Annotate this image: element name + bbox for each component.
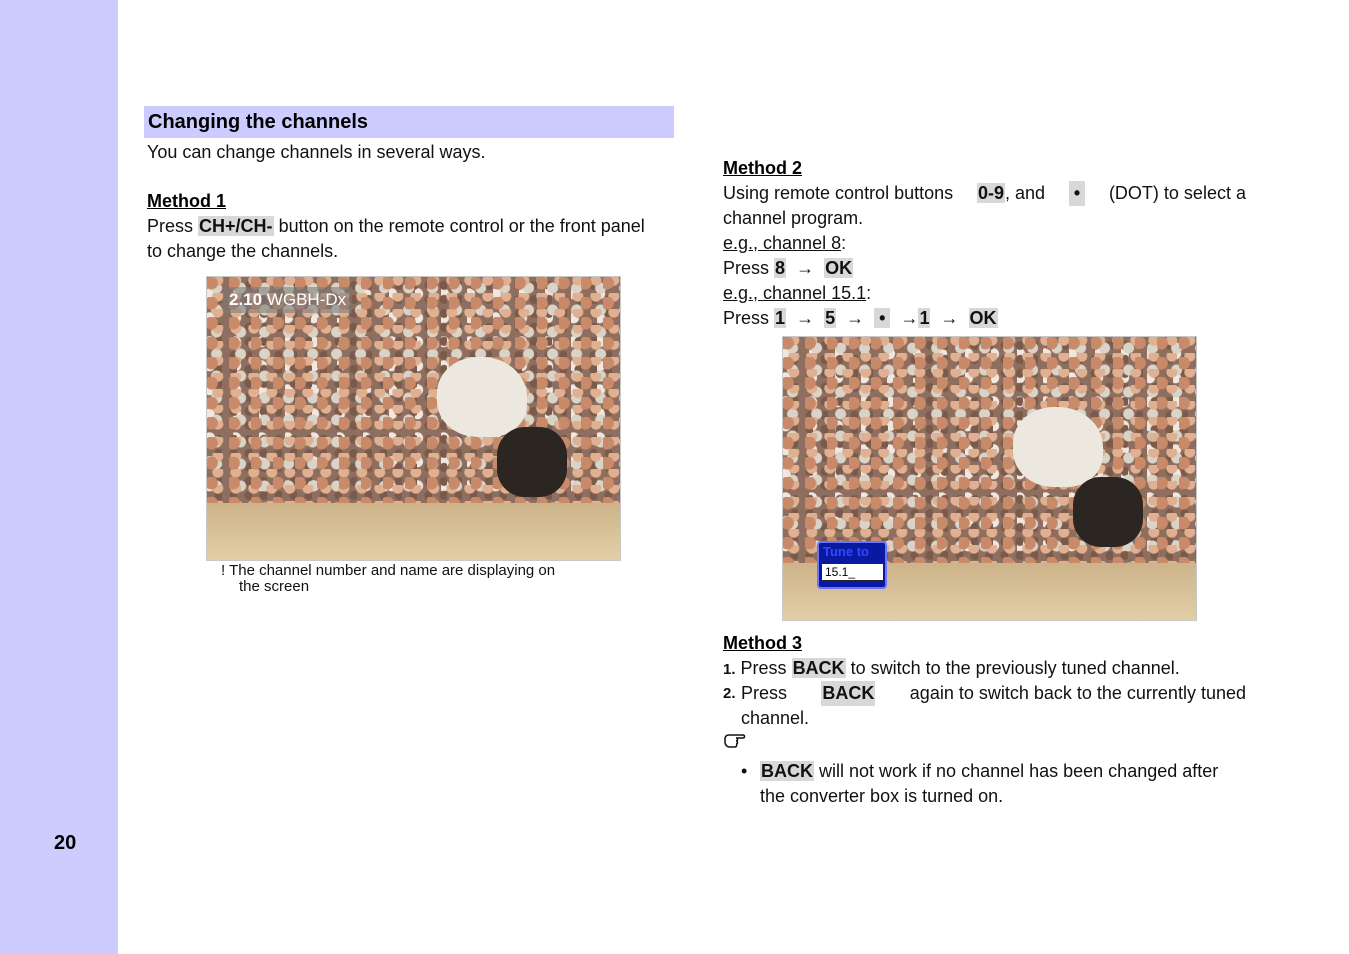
key-dot: • (1069, 181, 1085, 206)
item2-number: 2. (723, 685, 736, 702)
sidebar (0, 0, 118, 954)
tune-to-label: Tune to (823, 544, 869, 559)
seq1-press: Press (723, 258, 770, 278)
note-line1 (760, 759, 1246, 784)
method1-line1 (147, 214, 671, 239)
method1-heading: Method 1 (147, 191, 226, 211)
pointing-hand-icon (723, 728, 749, 752)
item1-number: 1. (723, 661, 736, 678)
example2-label: e.g., channel 15.1 (723, 283, 867, 303)
key-back: BACK (761, 761, 813, 781)
key-back: BACK (792, 658, 845, 678)
method1-rest: button on the remote control or the front panel (278, 216, 645, 236)
arrow-icon: → (796, 308, 815, 328)
method3-item2-cont: channel. (741, 708, 810, 728)
arrow-icon: → (846, 308, 865, 328)
section-title: Changing the channels (148, 111, 369, 133)
sand-ground (207, 503, 620, 560)
arrow-icon: → (796, 258, 815, 278)
method1-line2: to change the channels. (147, 241, 339, 261)
m2-text-b: , and (1004, 183, 1045, 203)
method2-line1 (723, 181, 1246, 206)
method1-press: Press (147, 216, 194, 236)
page-number: 20 (54, 832, 77, 854)
item2-press: Press (741, 683, 788, 703)
channel-osd (223, 287, 352, 313)
example1-label: e.g., channel 8 (723, 233, 842, 253)
m2-text-c: (DOT) to select a (1108, 183, 1246, 203)
key-1: 1 (919, 308, 930, 328)
key-dot: • (874, 308, 890, 328)
key-1: 1 (775, 308, 786, 328)
note-rest: will not work if no channel has been changed after (819, 761, 1219, 781)
tune-to-input: 15.1_ (821, 563, 884, 581)
osd-channel-name: WGBH-Dx (266, 290, 347, 309)
arrow-icon: → (940, 308, 959, 328)
caption-line1: ! The channel number and name are displaying on (221, 562, 556, 579)
tv-screen-photo-tune (782, 336, 1197, 621)
method3-item1 (723, 656, 1180, 682)
arrow-icon: → (900, 308, 919, 328)
example1-sequence (723, 256, 853, 281)
intro-text: You can change channels in several ways. (147, 142, 486, 162)
method2-heading: Method 2 (723, 158, 802, 178)
key-ok: OK (825, 258, 853, 278)
item2-rest: again to switch back to the currently tuned (909, 683, 1246, 703)
note-line2: the converter box is turned on. (760, 786, 1004, 806)
wrestler-figure (1013, 407, 1103, 487)
seq2-press: Press (723, 308, 770, 328)
wrestler-figure (437, 357, 527, 437)
example1 (723, 231, 846, 256)
tune-to-dialog (817, 541, 887, 589)
key-back: BACK (821, 681, 875, 706)
item1-rest: to switch to the previously tuned channel. (850, 658, 1180, 678)
example2-colon: : (866, 283, 872, 303)
method3-heading: Method 3 (723, 633, 802, 653)
method3-item2 (741, 681, 1246, 706)
wrestler-figure-dark (497, 427, 567, 497)
key-ok: OK (969, 308, 997, 328)
tv-screen-photo (206, 276, 621, 561)
item1-press: Press (740, 658, 787, 678)
key-ch: CH+/CH- (199, 216, 273, 236)
section-header (144, 106, 674, 138)
key-5: 5 (825, 308, 836, 328)
bullet-icon: • (741, 761, 748, 781)
example2 (723, 281, 871, 306)
example2-sequence (723, 306, 998, 331)
caption-line2: the screen (239, 578, 310, 595)
wrestler-figure-dark (1073, 477, 1143, 547)
m2-text-a: Using remote control buttons (723, 183, 954, 203)
example1-colon: : (841, 233, 847, 253)
key-8: 8 (775, 258, 786, 278)
method2-line2: channel program. (723, 208, 864, 228)
key-0-9: 0-9 (977, 183, 1004, 203)
osd-channel-number: 2.10 (229, 290, 263, 309)
